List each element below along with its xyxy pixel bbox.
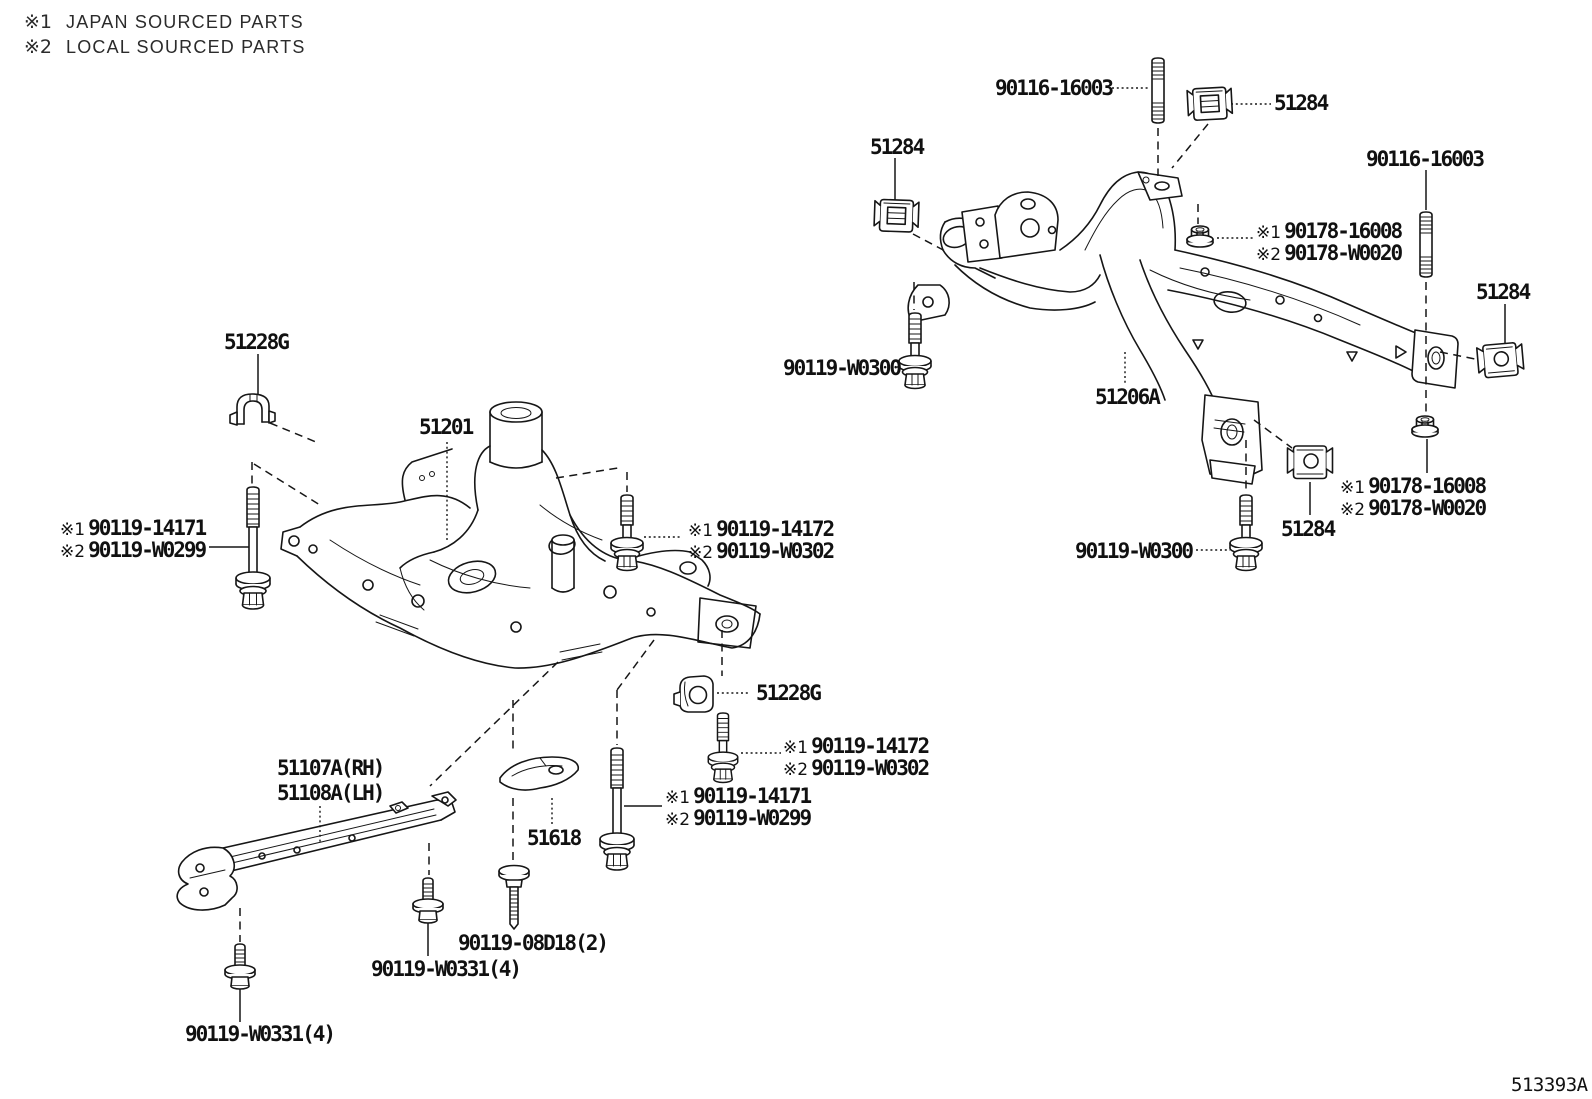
part-number: 90178-16008 bbox=[1368, 474, 1486, 498]
part-number: 90119-08D18(2) bbox=[458, 931, 608, 955]
part-number: 51228G bbox=[756, 681, 820, 705]
part-number: 90119-W0300 bbox=[783, 356, 901, 380]
callout-51206a bbox=[1095, 386, 1159, 408]
part-number: 90119-W0299 bbox=[693, 806, 811, 830]
callout-90116-16003-right bbox=[1366, 148, 1483, 170]
legend-ref-marker: ※2 bbox=[60, 542, 86, 562]
callout-51618 bbox=[527, 827, 580, 849]
callout-90119-w0302-lower-2 bbox=[783, 757, 928, 781]
part-number: 90119-14172 bbox=[716, 517, 834, 541]
part-number: 90119-14171 bbox=[693, 784, 811, 808]
part-number: 51284 bbox=[870, 135, 924, 159]
callout-90119-08d18 bbox=[458, 932, 607, 954]
callout-90119-w0331-center bbox=[371, 958, 520, 980]
callout-90119-w0300-left bbox=[783, 357, 900, 379]
part-number: 90119-14172 bbox=[811, 734, 929, 758]
part-number: 90178-W0020 bbox=[1368, 496, 1486, 520]
washer-screw-icon bbox=[499, 866, 529, 930]
member-cushion-icon bbox=[1477, 342, 1525, 378]
legend-text: LOCAL SOURCED PARTS bbox=[66, 37, 306, 57]
part-number: 90119-W0299 bbox=[88, 538, 206, 562]
part-number: 90119-14171 bbox=[88, 516, 206, 540]
legend-row-local bbox=[24, 37, 306, 58]
callout-90119-w0300-lower bbox=[1075, 540, 1192, 562]
callout-51284-lower bbox=[1281, 518, 1334, 540]
part-number: 90119-W0331(4) bbox=[371, 957, 521, 981]
flange-bolt-icon bbox=[413, 878, 443, 956]
flange-bolt-icon bbox=[1230, 495, 1262, 571]
part-number: 51206A bbox=[1095, 385, 1159, 409]
callout-51108a-lh bbox=[277, 782, 383, 804]
stay-plate-drawing bbox=[500, 757, 578, 790]
legend-ref-marker: ※2 bbox=[665, 810, 691, 830]
flange-nut-icon bbox=[1187, 226, 1213, 247]
callout-51284-top bbox=[1274, 92, 1327, 114]
legend-ref-marker: ※1 bbox=[1256, 223, 1282, 243]
legend-ref-marker: ※1 bbox=[688, 521, 714, 541]
callout-51284-left bbox=[870, 136, 923, 158]
part-number: 51108A(LH) bbox=[277, 781, 384, 805]
part-number: 90119-W0300 bbox=[1075, 539, 1193, 563]
callout-90119-w0331-left bbox=[185, 1023, 334, 1045]
figure-code: 513393A bbox=[1511, 1074, 1588, 1096]
stabilizer-bracket-icon bbox=[674, 676, 713, 712]
part-number: 51284 bbox=[1476, 280, 1530, 304]
flange-bolt-icon bbox=[899, 313, 931, 389]
callout-51228g-lower bbox=[756, 682, 820, 704]
legend-text: JAPAN SOURCED PARTS bbox=[66, 12, 304, 32]
legend-marker: ※2 bbox=[24, 36, 53, 58]
legend-ref-marker: ※1 bbox=[60, 520, 86, 540]
part-number: 90178-16008 bbox=[1284, 219, 1402, 243]
callout-90119-w0299-lower-2 bbox=[665, 807, 810, 831]
stud-bolt-icon bbox=[1152, 58, 1164, 123]
legend-ref-marker: ※1 bbox=[665, 788, 691, 808]
part-number: 90116-16003 bbox=[995, 76, 1113, 100]
legend-ref-marker: ※2 bbox=[1340, 500, 1366, 520]
callout-51284-far-right bbox=[1476, 281, 1529, 303]
callout-90178-w0020-upper bbox=[1256, 242, 1401, 266]
stud-bolt-icon bbox=[1420, 212, 1432, 277]
callout-90116-16003-top bbox=[995, 77, 1112, 99]
lower-brace-drawing bbox=[177, 792, 456, 910]
flange-nut-icon bbox=[1412, 416, 1438, 437]
callout-90119-w0299-left-1 bbox=[60, 539, 205, 563]
flange-bolt-icon bbox=[236, 487, 270, 609]
callout-90119-w0302-upper-1 bbox=[688, 540, 833, 564]
member-cushion-icon bbox=[1288, 446, 1333, 479]
callout-90178-w0020-lower bbox=[1340, 497, 1485, 521]
part-number: 90119-W0302 bbox=[811, 756, 929, 780]
part-number: 90119-W0302 bbox=[716, 539, 834, 563]
part-number: 51284 bbox=[1274, 91, 1328, 115]
stabilizer-bracket-icon bbox=[230, 394, 275, 425]
part-number: 51107A(RH) bbox=[277, 756, 384, 780]
flange-bolt-icon bbox=[708, 713, 737, 782]
flange-bolt-icon bbox=[600, 748, 634, 870]
callout-51228g-upper bbox=[224, 331, 288, 353]
part-number: 90178-W0020 bbox=[1284, 241, 1402, 265]
legend-ref-marker: ※1 bbox=[1340, 478, 1366, 498]
part-number: 51618 bbox=[527, 826, 581, 850]
legend-row-japan bbox=[24, 12, 304, 33]
part-number: 51201 bbox=[419, 415, 473, 439]
callout-51201 bbox=[419, 416, 472, 438]
member-cushion-icon bbox=[874, 199, 919, 232]
part-number: 51284 bbox=[1281, 517, 1335, 541]
legend-ref-marker: ※1 bbox=[783, 738, 809, 758]
flange-bolt-icon bbox=[225, 944, 255, 1022]
leader-lines bbox=[209, 88, 1505, 942]
legend-ref-marker: ※2 bbox=[688, 543, 714, 563]
part-number: 51228G bbox=[224, 330, 288, 354]
legend-ref-marker: ※2 bbox=[783, 760, 809, 780]
legend-marker: ※1 bbox=[24, 11, 53, 33]
part-number: 90116-16003 bbox=[1366, 147, 1484, 171]
flange-bolt-icon bbox=[611, 495, 643, 571]
part-number: 90119-W0331(4) bbox=[185, 1022, 335, 1046]
callout-51107a-rh bbox=[277, 757, 383, 779]
legend-ref-marker: ※2 bbox=[1256, 245, 1282, 265]
member-cushion-icon bbox=[1187, 87, 1233, 121]
